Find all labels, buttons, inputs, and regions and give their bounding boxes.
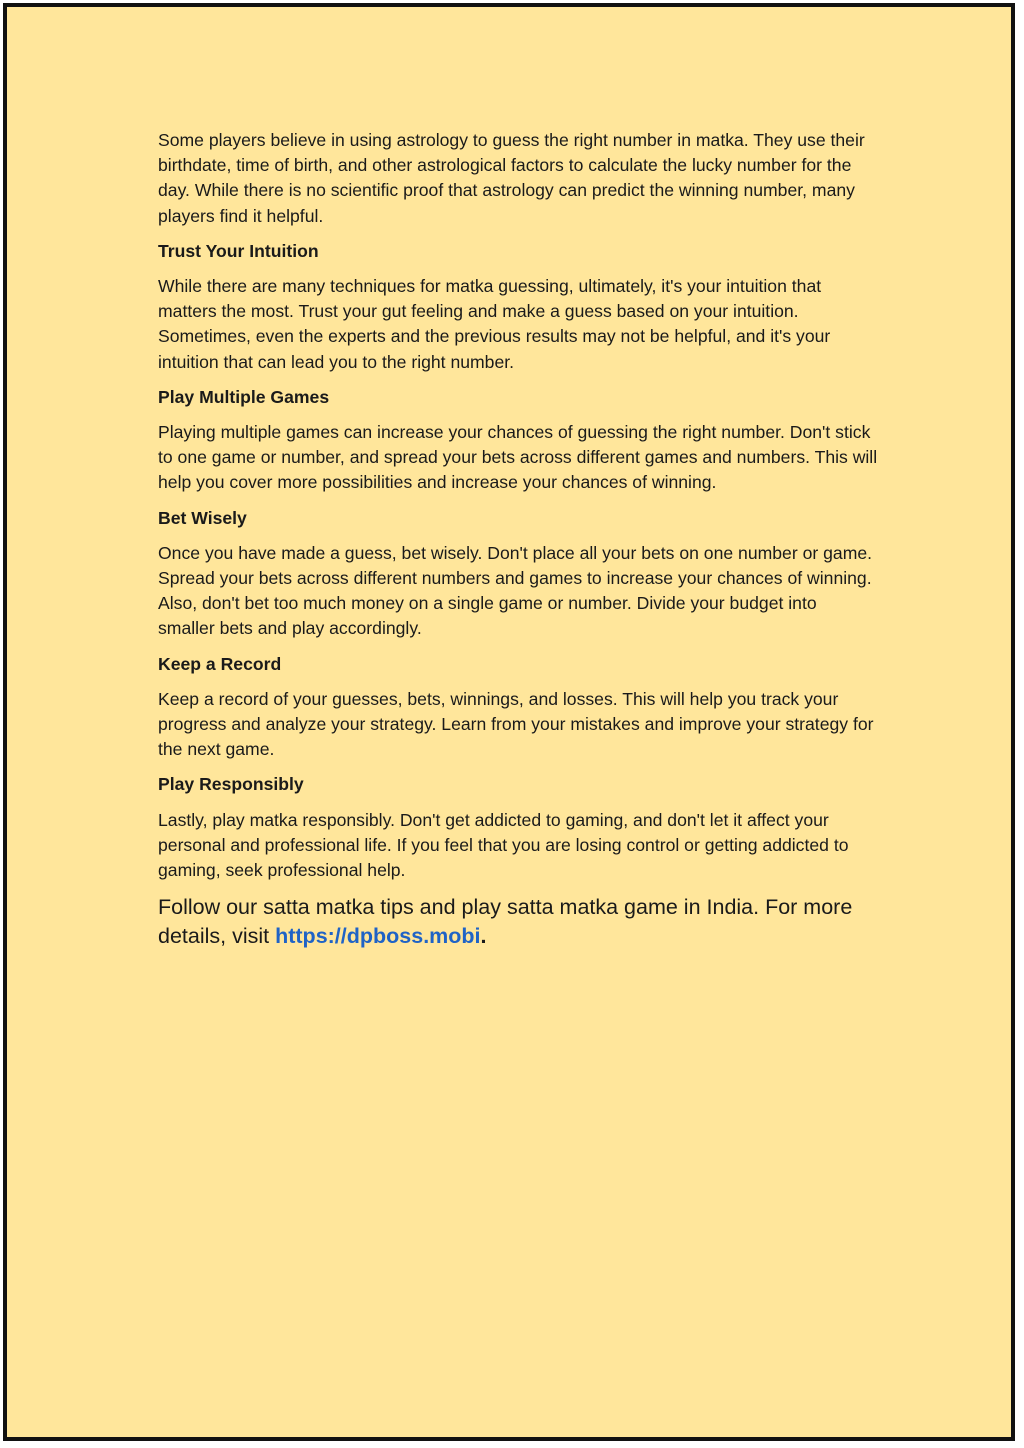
section-body-play-responsibly: Lastly, play matka responsibly. Don't get addicted to gaming, and don't let it affect your personal and professional life. If you feel that you are losing control or getting addicted to gaming, seek professional help. [158,809,849,881]
section-heading-keep-record: Keep a Record [158,653,282,674]
intro-paragraph: Some players believe in using astrology to guess the right number in matka. They use their birthdate, time of birth, and other astrological factors to calculate the lucky number for the day. While there is no scientific proof that astrology can predict the winning number, many players find it helpful. [158,130,865,226]
section-heading-play-multiple-games: Play Multiple Games [158,386,330,407]
section-heading-play-responsibly: Play Responsibly [158,774,304,795]
dpboss-link[interactable]: https://dpboss.mobi [275,924,481,949]
footer-paragraph [158,893,878,951]
document-page [3,3,1015,1441]
section-body-keep-record: Keep a record of your guesses, bets, winnings, and losses. This will help you track your progress and analyze your strategy. Learn from your mistakes and improve your strategy for the next game. [158,688,874,760]
section-heading-bet-wisely: Bet Wisely [158,507,247,528]
section-body-play-multiple-games: Playing multiple games can increase your chances of guessing the right number. Don't stick to one game or number, and spread your bets across different games and numbers. This will help you cover more possibilities and increase your chances of winning. [158,422,878,493]
article-content [158,128,878,951]
footer-period: . [480,924,487,949]
section-heading-trust-intuition: Trust Your Intuition [158,240,319,261]
footer-text: Follow our satta matka tips and play satta matka game in India. For more details, visit [158,895,853,949]
section-body-bet-wisely: Once you have made a guess, bet wisely. Don't place all your bets on one number or game. Spread your bets across different numbers and games to increase your chances of winning. Also, don't bet too much money on a single game or number. Divide your budget into smaller bets and play accordingly. [158,542,873,639]
section-body-trust-intuition: While there are many techniques for matka guessing, ultimately, it's your intuition that matters the most. Trust your gut feeling and make a guess based on your intuition. Sometimes, even the experts and the previous results may not be helpful, and it's your intuition that can lead you to the right number. [158,276,831,372]
